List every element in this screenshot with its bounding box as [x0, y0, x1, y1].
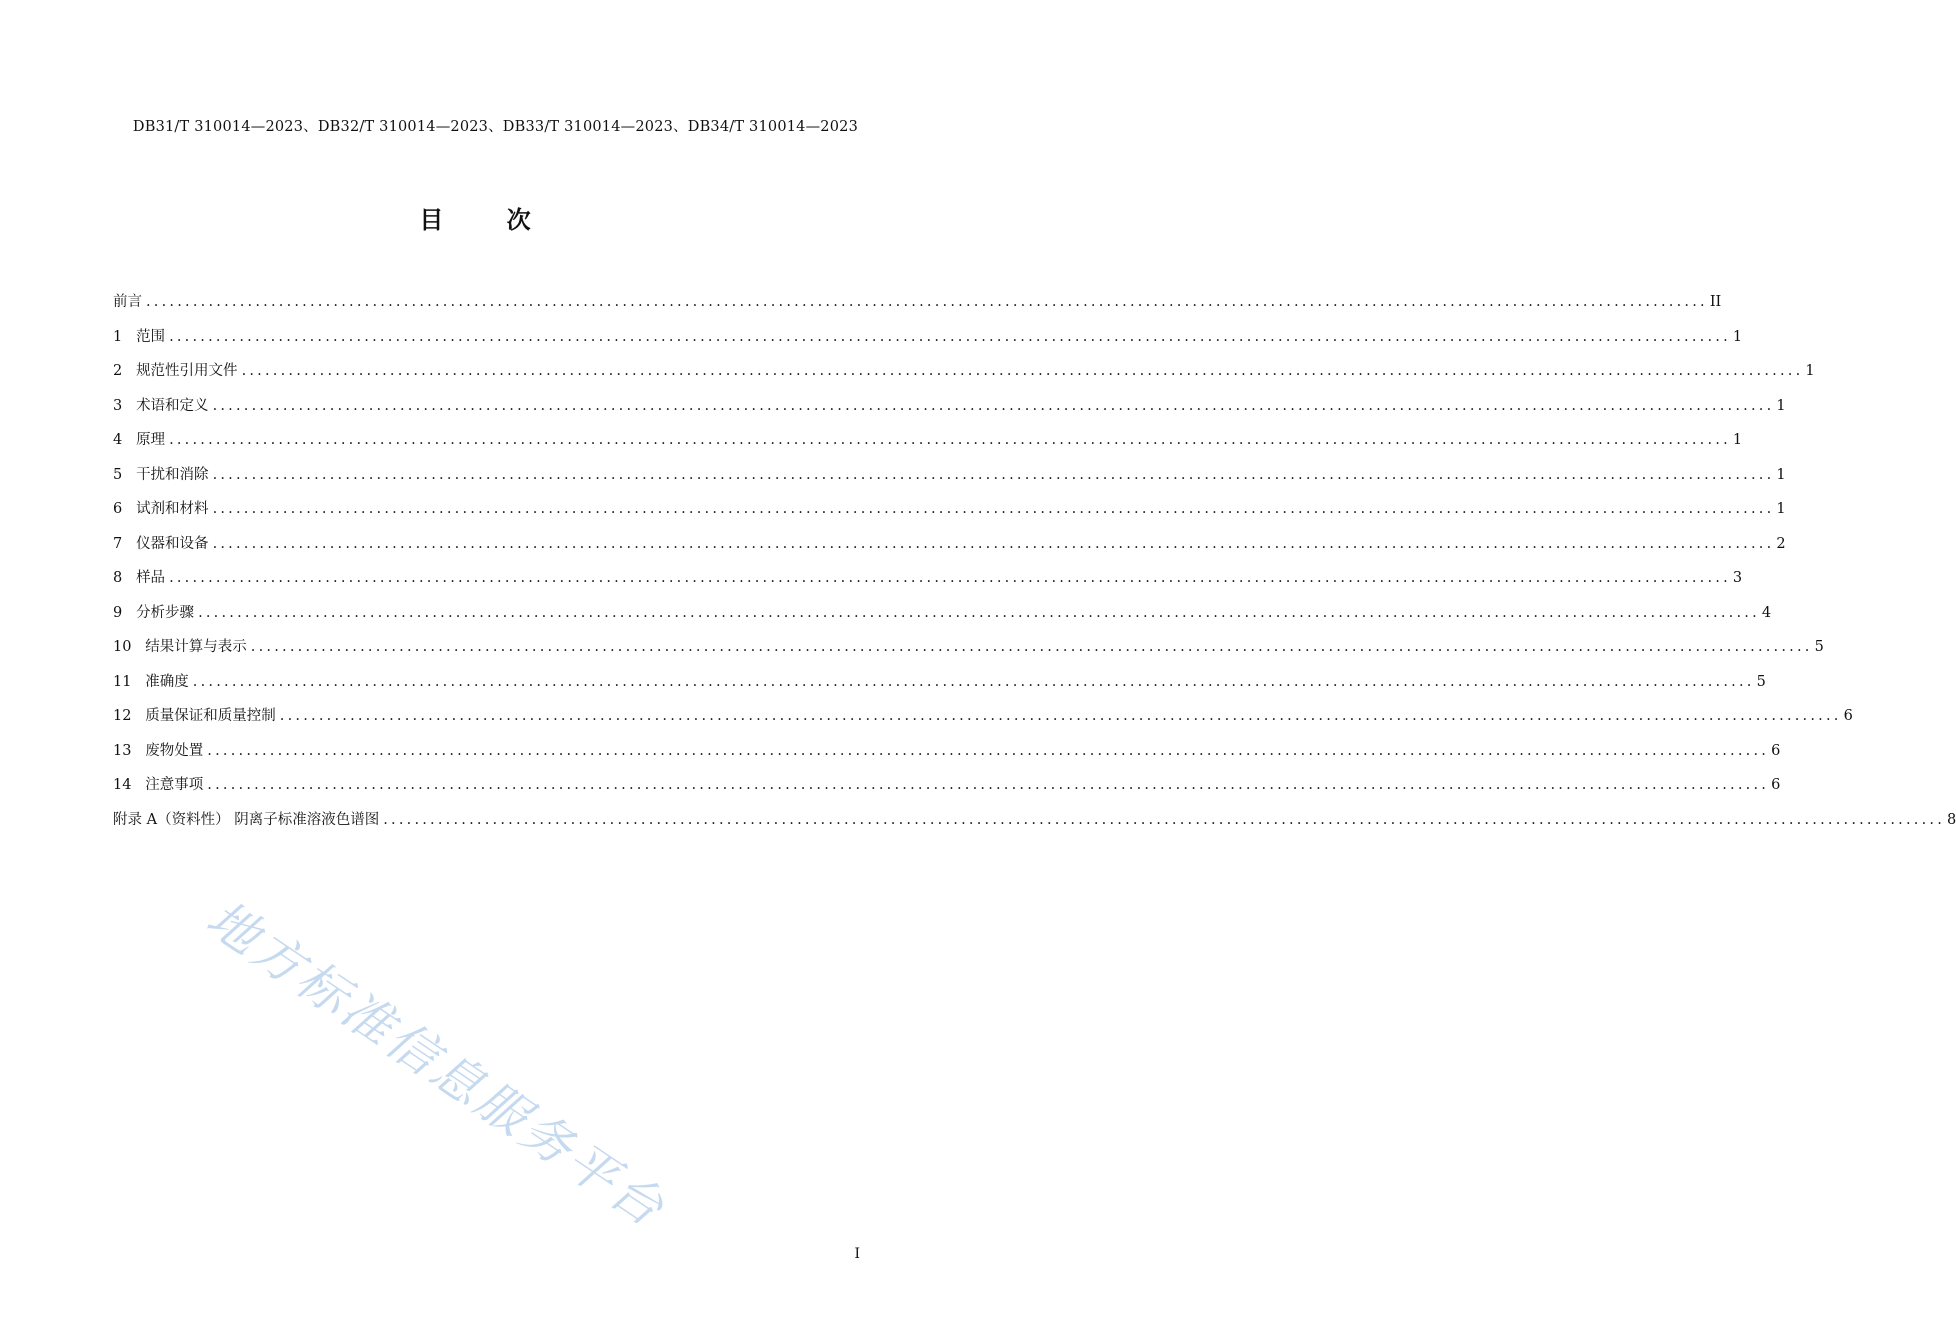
toc-entry-page: 6: [1771, 742, 1781, 759]
toc-entry-number: 2: [113, 363, 137, 379]
toc-entry-5[interactable]: [113, 460, 1786, 495]
toc-entry-page: 6: [1843, 708, 1853, 724]
leader-dots: ........................................................................................................................................................................................................: [207, 777, 1770, 793]
toc-entry-7[interactable]: [113, 529, 1786, 564]
toc-entry-1[interactable]: [113, 322, 1743, 357]
leader-dots: ........................................................................................................................................................................................................: [279, 708, 1842, 724]
toc-entry-page: 8: [1947, 811, 1956, 828]
leader-dots: ........................................................................................................................................................................................................: [169, 570, 1731, 586]
toc-entry-number: 7: [113, 535, 137, 552]
toc-entry-page: 6: [1771, 777, 1781, 793]
table-of-contents: [113, 287, 1956, 839]
leader-dots: ........................................................................................................................................................................................................: [198, 604, 1760, 621]
toc-entry-label: 分析步骤: [136, 604, 195, 621]
leader-dots: ........................................................................................................................................................................................................: [169, 432, 1731, 448]
toc-entry-12[interactable]: [113, 701, 1853, 736]
toc-entry-page: 1: [1776, 466, 1786, 483]
toc-entry-page: 1: [1776, 501, 1786, 517]
toc-entry-2[interactable]: [113, 356, 1815, 391]
toc-entry-14[interactable]: [113, 770, 1781, 805]
leader-dots: ........................................................................................................................................................................................................: [192, 673, 1755, 690]
leader-dots: ........................................................................................................................................................................................................: [212, 535, 1775, 552]
toc-entry-page: 5: [1756, 673, 1766, 690]
toc-entry-page: 1: [1732, 328, 1743, 345]
toc-entry-page: 1: [1805, 363, 1815, 379]
leader-dots: ........................................................................................................................................................................................................: [169, 328, 1731, 345]
toc-entry-number: 9: [113, 604, 137, 621]
toc-entry-number: 13: [113, 742, 146, 759]
toc-entry-number: 3: [113, 397, 137, 414]
toc-entry-number: 6: [113, 501, 137, 517]
toc-entry-13[interactable]: [113, 736, 1781, 771]
toc-entry-number: 4: [113, 432, 137, 448]
toc-entry-number: 8: [113, 570, 137, 586]
page-title: 目 次: [419, 206, 531, 234]
leader-dots: ........................................................................................................................................................................................................: [212, 501, 1775, 517]
toc-entry-label: 附录 A（资料性） 阴离子标准溶液色谱图: [113, 811, 380, 828]
leader-dots: ........................................................................................................................................................................................................: [146, 294, 1708, 310]
toc-entry-page: 1: [1732, 432, 1743, 448]
toc-entry-label: 规范性引用文件: [136, 363, 238, 379]
toc-entry-label: 仪器和设备: [136, 535, 209, 552]
toc-entry-number: 10: [113, 639, 146, 655]
toc-entry-label: 试剂和材料: [136, 501, 209, 517]
leader-dots: ........................................................................................................................................................................................................: [383, 811, 1946, 828]
toc-entry-page: 3: [1732, 570, 1743, 586]
toc-entry-label: 废物处置: [145, 742, 204, 759]
document-header: DB31/T 310014—2023、DB32/T 310014—2023、DB33/T 310014—2023、DB34/T 310014—2023: [132, 119, 858, 135]
toc-entry-8[interactable]: [113, 563, 1743, 598]
toc-entry-page: 5: [1814, 639, 1824, 655]
toc-entry-label: 干扰和消除: [136, 466, 209, 483]
toc-entry-number: 5: [113, 466, 137, 483]
toc-entry-9[interactable]: [113, 598, 1772, 633]
toc-entry-10[interactable]: [113, 632, 1824, 667]
leader-dots: ........................................................................................................................................................................................................: [212, 466, 1775, 483]
toc-entry-appendix-a[interactable]: [113, 805, 1956, 840]
toc-entry-label: 注意事项: [145, 777, 204, 793]
toc-entry-label: 质量保证和质量控制: [145, 708, 276, 724]
page-number: I: [854, 1246, 860, 1262]
toc-entry-number: 11: [113, 673, 146, 690]
toc-entry-label: 范围: [136, 328, 166, 345]
toc-entry-number: 1: [113, 328, 137, 345]
leader-dots: ........................................................................................................................................................................................................: [241, 363, 1804, 379]
toc-entry-6[interactable]: [113, 494, 1786, 529]
leader-dots: ........................................................................................................................................................................................................: [250, 639, 1813, 655]
toc-entry-page: 1: [1776, 397, 1786, 414]
toc-entry-3[interactable]: [113, 391, 1786, 426]
toc-entry-label: 样品: [136, 570, 166, 586]
toc-entry-11[interactable]: [113, 667, 1766, 702]
toc-entry-label: 前言: [113, 294, 142, 310]
toc-entry-label: 术语和定义: [136, 397, 209, 414]
toc-entry-page: 4: [1761, 604, 1772, 621]
toc-entry-number: 14: [113, 777, 146, 793]
toc-entry-label: 原理: [136, 432, 166, 448]
leader-dots: ........................................................................................................................................................................................................: [207, 742, 1770, 759]
toc-entry-page: 2: [1776, 535, 1786, 552]
toc-entry-label: 准确度: [145, 673, 189, 690]
toc-entry-page: II: [1709, 294, 1722, 310]
toc-entry-4[interactable]: [113, 425, 1743, 460]
toc-entry-number: 12: [113, 708, 146, 724]
watermark: 地方标准信息服务平台: [196, 889, 677, 1240]
leader-dots: ........................................................................................................................................................................................................: [212, 397, 1775, 414]
toc-entry-foreword[interactable]: [113, 287, 1722, 322]
toc-entry-label: 结果计算与表示: [145, 639, 247, 655]
